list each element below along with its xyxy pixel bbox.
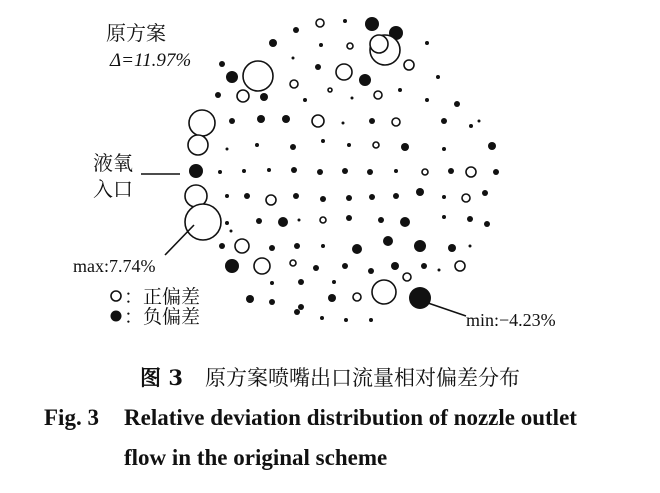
negative-deviation-marker — [321, 244, 325, 248]
positive-deviation-marker — [374, 91, 382, 99]
caption-en-line1: Relative deviation distribution of nozzle outlet — [124, 405, 577, 430]
negative-deviation-marker — [226, 71, 238, 83]
negative-deviation-marker — [421, 263, 427, 269]
negative-deviation-marker — [219, 243, 225, 249]
negative-deviation-marker — [398, 88, 402, 92]
negative-deviation-marker — [298, 219, 301, 222]
negative-deviation-marker — [394, 169, 398, 173]
min-label: min:−4.23% — [466, 310, 556, 330]
negative-deviation-marker — [442, 147, 446, 151]
positive-deviation-marker — [189, 110, 215, 136]
negative-deviation-marker — [438, 269, 441, 272]
negative-deviation-marker — [298, 279, 304, 285]
negative-deviation-marker — [292, 57, 295, 60]
negative-deviation-marker — [255, 143, 259, 147]
caption-english — [44, 398, 644, 478]
negative-deviation-marker — [269, 245, 275, 251]
negative-deviation-marker — [218, 170, 222, 174]
negative-deviation-marker — [225, 221, 229, 225]
negative-deviation-marker — [368, 268, 374, 274]
negative-deviation-marker — [256, 218, 262, 224]
negative-deviation-marker — [351, 97, 354, 100]
negative-deviation-marker — [320, 196, 326, 202]
negative-deviation-marker — [409, 287, 431, 309]
negative-deviation-marker — [267, 168, 271, 172]
positive-deviation-marker — [290, 80, 298, 88]
negative-deviation-marker — [291, 167, 297, 173]
negative-deviation-marker — [391, 262, 399, 270]
legend-open-circle-icon — [111, 291, 121, 301]
positive-deviation-marker — [392, 118, 400, 126]
negative-deviation-marker — [365, 17, 379, 31]
negative-deviation-marker — [293, 27, 299, 33]
negative-deviation-marker — [290, 144, 296, 150]
negative-deviation-marker — [352, 244, 362, 254]
negative-deviation-marker — [294, 309, 300, 315]
negative-deviation-marker — [229, 118, 235, 124]
max-leader-line — [165, 225, 194, 255]
negative-deviation-marker — [441, 118, 447, 124]
negative-deviation-marker — [493, 169, 499, 175]
negative-deviation-marker — [401, 143, 409, 151]
negative-deviation-marker — [313, 265, 319, 271]
negative-deviation-marker — [328, 294, 336, 302]
positive-deviation-marker — [243, 61, 273, 91]
positive-deviation-marker — [185, 204, 221, 240]
positive-deviation-marker — [328, 88, 332, 92]
negative-deviation-marker — [260, 93, 268, 101]
negative-deviation-marker — [225, 194, 229, 198]
negative-deviation-marker — [343, 19, 347, 23]
positive-deviation-marker — [290, 260, 296, 266]
negative-deviation-marker — [467, 216, 473, 222]
negative-deviation-marker — [242, 169, 246, 173]
negative-deviation-marker — [225, 259, 239, 273]
negative-deviation-marker — [246, 295, 254, 303]
negative-deviation-marker — [298, 304, 304, 310]
nozzle-markers — [185, 17, 499, 322]
negative-deviation-marker — [369, 318, 373, 322]
negative-deviation-marker — [303, 98, 307, 102]
positive-deviation-marker — [353, 293, 361, 301]
negative-deviation-marker — [369, 118, 375, 124]
negative-deviation-marker — [442, 215, 446, 219]
negative-deviation-marker — [293, 193, 299, 199]
positive-deviation-marker — [370, 35, 388, 53]
negative-deviation-marker — [469, 124, 473, 128]
positive-deviation-marker — [188, 135, 208, 155]
negative-deviation-marker — [484, 221, 490, 227]
negative-deviation-marker — [344, 318, 348, 322]
min-leader-line — [428, 303, 466, 316]
negative-deviation-marker — [454, 101, 460, 107]
negative-deviation-marker — [282, 115, 290, 123]
inlet-label-line1: 液氧 — [93, 151, 133, 175]
negative-deviation-marker — [270, 281, 274, 285]
positive-deviation-marker — [312, 115, 324, 127]
positive-deviation-marker — [462, 194, 470, 202]
negative-deviation-marker — [257, 115, 265, 123]
negative-deviation-marker — [189, 164, 203, 178]
negative-deviation-marker — [383, 236, 393, 246]
negative-deviation-marker — [393, 193, 399, 199]
positive-deviation-marker — [373, 142, 379, 148]
negative-deviation-marker — [342, 263, 348, 269]
negative-deviation-marker — [346, 215, 352, 221]
negative-deviation-marker — [294, 243, 300, 249]
negative-deviation-marker — [230, 230, 233, 233]
negative-deviation-marker — [342, 168, 348, 174]
negative-deviation-marker — [400, 217, 410, 227]
negative-deviation-marker — [425, 41, 429, 45]
positive-deviation-marker — [455, 261, 465, 271]
positive-deviation-marker — [347, 43, 353, 49]
negative-deviation-marker — [448, 168, 454, 174]
legend-positive-label: ：正偏差 — [124, 286, 201, 308]
positive-deviation-marker — [320, 217, 326, 223]
positive-deviation-marker — [254, 258, 270, 274]
positive-deviation-marker — [235, 239, 249, 253]
negative-deviation-marker — [359, 74, 371, 86]
negative-deviation-marker — [278, 217, 288, 227]
caption-cn-text: 原方案喷嘴出口流量相对偏差分布 — [204, 366, 520, 390]
negative-deviation-marker — [369, 194, 375, 200]
negative-deviation-marker — [469, 245, 472, 248]
negative-deviation-marker — [436, 75, 440, 79]
negative-deviation-marker — [226, 148, 229, 151]
delta-label: Δ=11.97% — [110, 50, 192, 71]
positive-deviation-marker — [237, 90, 249, 102]
positive-deviation-marker — [404, 60, 414, 70]
positive-deviation-marker — [422, 169, 428, 175]
negative-deviation-marker — [342, 122, 345, 125]
negative-deviation-marker — [346, 195, 352, 201]
negative-deviation-marker — [416, 188, 424, 196]
negative-deviation-marker — [482, 190, 488, 196]
negative-deviation-marker — [488, 142, 496, 150]
max-label: max:7.74% — [73, 256, 156, 276]
negative-deviation-marker — [347, 143, 351, 147]
caption-en-line2: flow in the original scheme — [124, 445, 388, 470]
caption-en-number: Fig. 3 — [44, 405, 99, 430]
scheme-title: 原方案 — [106, 21, 166, 45]
negative-deviation-marker — [448, 244, 456, 252]
positive-deviation-marker — [316, 19, 324, 27]
negative-deviation-marker — [319, 43, 323, 47]
negative-deviation-marker — [332, 280, 336, 284]
positive-deviation-marker — [266, 195, 276, 205]
inlet-label-line2: 入口 — [93, 177, 133, 201]
positive-deviation-marker — [403, 273, 411, 281]
caption-cn-number: 图 3 — [140, 365, 183, 390]
negative-deviation-marker — [315, 64, 321, 70]
negative-deviation-marker — [442, 195, 446, 199]
negative-deviation-marker — [269, 299, 275, 305]
negative-deviation-marker — [425, 98, 429, 102]
negative-deviation-marker — [378, 217, 384, 223]
negative-deviation-marker — [317, 169, 323, 175]
negative-deviation-marker — [478, 120, 481, 123]
negative-deviation-marker — [321, 139, 325, 143]
legend-negative-label: ：负偏差 — [124, 306, 201, 328]
negative-deviation-marker — [244, 193, 250, 199]
negative-deviation-marker — [215, 92, 221, 98]
caption-chinese — [0, 362, 660, 392]
negative-deviation-marker — [367, 169, 373, 175]
positive-deviation-marker — [466, 167, 476, 177]
negative-deviation-marker — [320, 316, 324, 320]
negative-deviation-marker — [219, 61, 225, 67]
legend-filled-circle-icon — [111, 311, 122, 322]
positive-deviation-marker — [336, 64, 352, 80]
negative-deviation-marker — [414, 240, 426, 252]
negative-deviation-marker — [269, 39, 277, 47]
positive-deviation-marker — [372, 280, 396, 304]
